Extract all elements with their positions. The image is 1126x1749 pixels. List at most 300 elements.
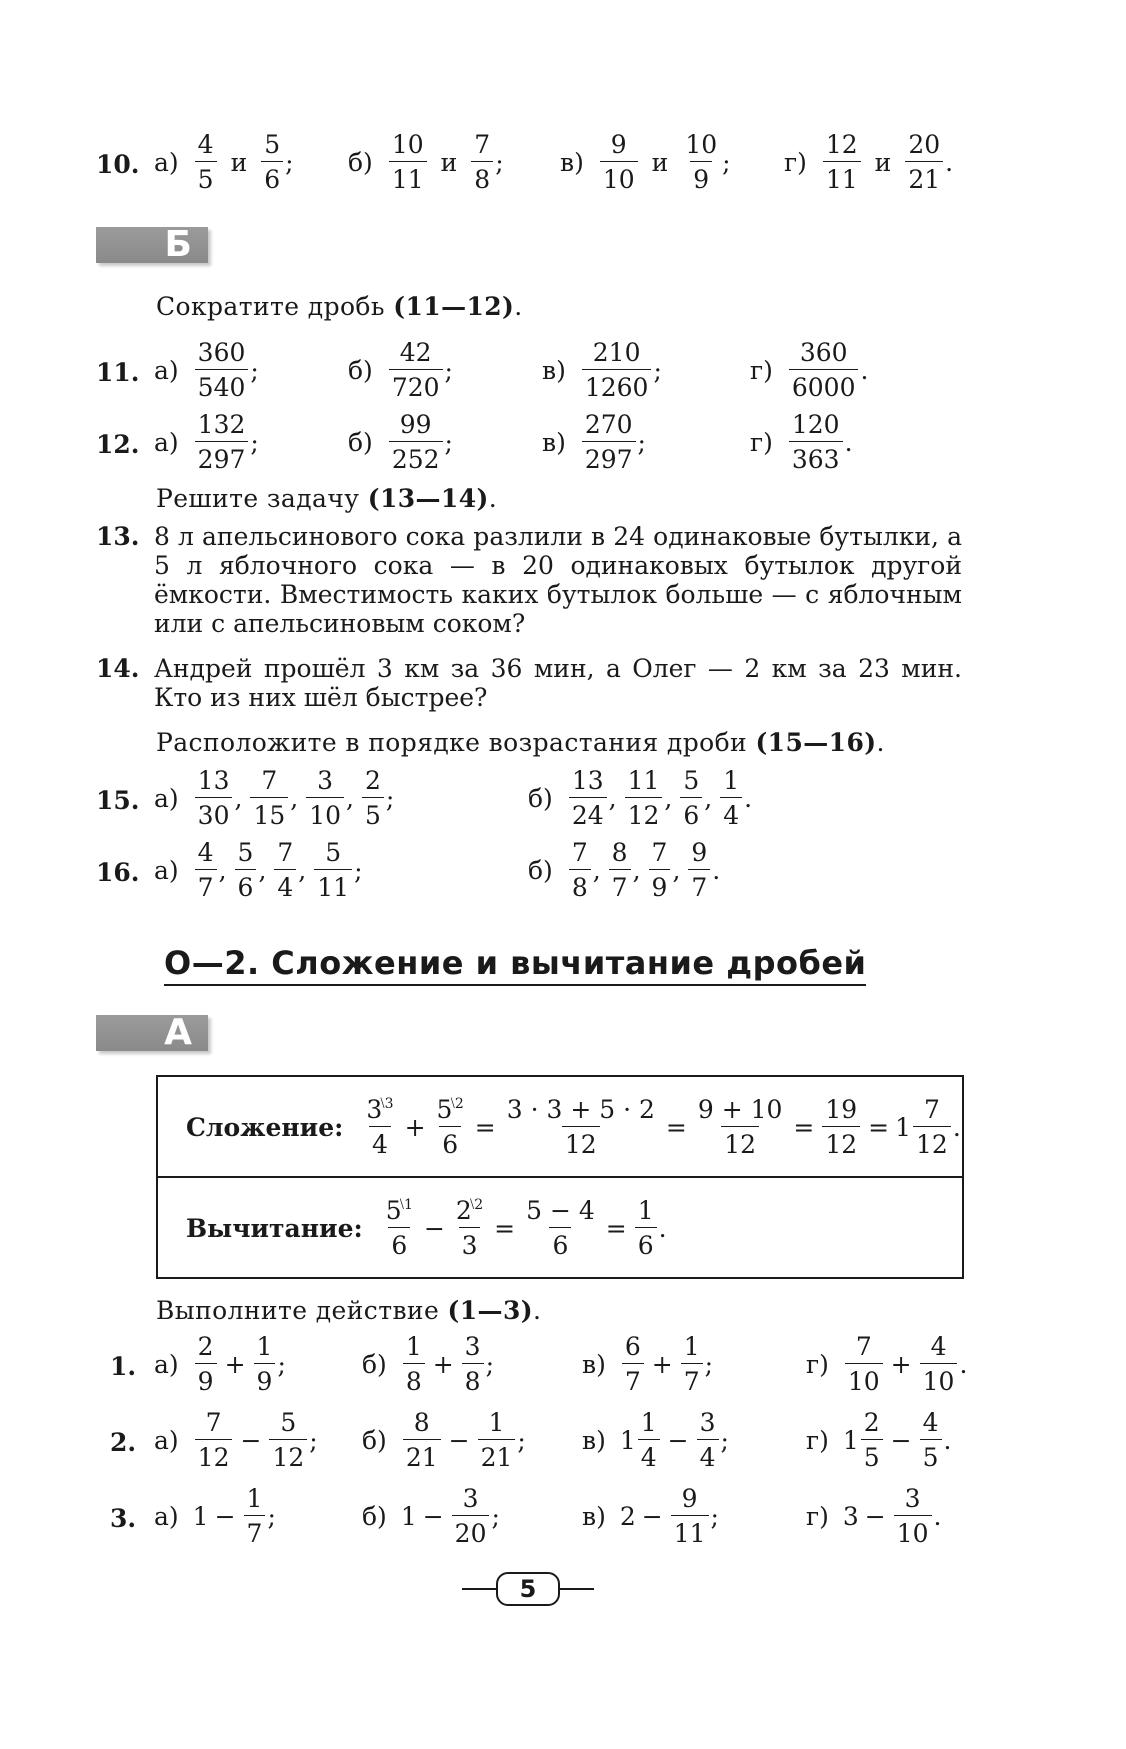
denominator: 15 [250, 797, 288, 828]
fraction [913, 1097, 951, 1157]
numerator: 5 [325, 838, 342, 867]
numerator: 5 [280, 1408, 297, 1437]
punctuation: ; [250, 355, 259, 385]
denominator: 12 [625, 797, 663, 828]
fraction [389, 132, 427, 192]
fraction [403, 1334, 425, 1394]
fraction [471, 132, 493, 192]
punctuation: ; [309, 1425, 318, 1455]
instruction [156, 728, 885, 757]
numerator: 3 · 3 + 5 · 2 [506, 1095, 655, 1124]
denominator: 21 [905, 161, 943, 192]
denominator: 4 [638, 1439, 660, 1470]
denominator: 297 [195, 441, 249, 472]
exercise-item [750, 340, 868, 400]
numerator: $2^{⧵2}$ [455, 1196, 484, 1225]
item-label: г) [806, 1425, 829, 1455]
fraction [582, 412, 636, 472]
exercise-item [806, 1410, 951, 1470]
punctuation: ; [354, 855, 363, 885]
item-label: в) [582, 1501, 606, 1531]
punctuation: . [532, 1296, 542, 1325]
whole-number: 1 [842, 1425, 859, 1455]
fraction [680, 768, 702, 828]
item-label: г) [806, 1501, 829, 1531]
fraction [195, 340, 249, 400]
fraction [254, 1334, 276, 1394]
fraction [569, 840, 591, 900]
numerator: 8 [413, 1408, 430, 1437]
fraction [845, 1334, 883, 1394]
fraction [195, 768, 233, 828]
denominator: 12 [913, 1126, 951, 1157]
instruction [156, 1296, 541, 1325]
numerator: 13 [197, 766, 230, 795]
item-label: а) [154, 855, 179, 885]
operator: + [404, 1112, 426, 1142]
rule-divider [158, 1176, 962, 1178]
punctuation: . [658, 1213, 667, 1243]
numerator: 132 [197, 410, 246, 439]
whole-number: 3 [842, 1501, 859, 1531]
fraction [504, 1097, 658, 1157]
comma: , [290, 783, 299, 813]
exercise-item [806, 1486, 941, 1546]
operator: − [422, 1501, 444, 1531]
denominator: 4 [720, 797, 742, 828]
exercise-item [582, 1410, 729, 1470]
numerator: 2 [364, 766, 381, 795]
exercise-item [362, 1486, 500, 1546]
numerator: 4 [197, 130, 214, 159]
exercise-number: 11. [96, 358, 140, 387]
numerator: 1 [683, 1332, 700, 1361]
operator: = [793, 1112, 815, 1142]
numerator: $5^{⧵2}$ [436, 1095, 464, 1124]
exercise-number: 10. [96, 150, 140, 179]
instruction [156, 484, 497, 513]
fraction [682, 132, 720, 192]
operator: − [214, 1501, 236, 1531]
denominator: 8 [569, 869, 591, 900]
exercise-item [362, 1410, 526, 1470]
conjunction: и [874, 147, 892, 177]
fraction [671, 1486, 709, 1546]
problem-text: 8 л апельсинового сока разлили в 24 одинаковые бутылки, а 5 л яблочного сока — в 20 одинаковых бутылок другой ёмкости. Вместимость каких бутылок больше — с яблочным или с апельсиновым соком? [154, 522, 962, 638]
instruction-text: Сократите дробь [156, 292, 394, 321]
operator: − [240, 1425, 262, 1455]
item-label: б) [362, 1349, 387, 1379]
numerator: 9 [691, 838, 708, 867]
exercise-item [750, 412, 853, 472]
fraction [452, 1486, 490, 1546]
punctuation: . [959, 1349, 968, 1379]
fraction [905, 132, 943, 192]
item-label: г) [806, 1349, 829, 1379]
numerator: $5^{⧵1}$ [385, 1196, 413, 1225]
fraction [195, 132, 217, 192]
fraction [625, 768, 663, 828]
fraction [681, 1334, 703, 1394]
denominator: 252 [389, 441, 443, 472]
denominator: 11 [314, 869, 352, 900]
punctuation: . [876, 728, 885, 757]
addition-label: Сложение: [186, 1112, 344, 1142]
denominator: 7 [622, 1363, 644, 1394]
fraction [462, 1334, 484, 1394]
denominator: 10 [894, 1515, 932, 1546]
numerator: 1 [256, 1332, 273, 1361]
fraction [688, 840, 710, 900]
denominator: 11 [671, 1515, 709, 1546]
factor-mark: ⧵2 [469, 1197, 484, 1213]
fraction [261, 132, 283, 192]
denominator: 11 [823, 161, 861, 192]
denominator: 4 [369, 1126, 391, 1157]
punctuation: . [945, 147, 954, 177]
operator: = [474, 1112, 496, 1142]
numerator: 6 [624, 1332, 641, 1361]
fraction [638, 1410, 660, 1470]
numerator: 1 [246, 1484, 263, 1513]
exercise-item [560, 132, 731, 192]
punctuation: . [488, 484, 498, 513]
fraction [582, 340, 652, 400]
denominator: 5 [362, 797, 384, 828]
exercise-item [154, 1410, 318, 1470]
comma: , [258, 855, 267, 885]
denominator: 24 [569, 797, 607, 828]
numerator: 1 [488, 1408, 505, 1437]
fraction [695, 1097, 786, 1157]
item-label: б) [528, 783, 553, 813]
denominator: 6 [261, 161, 283, 192]
fraction [894, 1486, 932, 1546]
numerator: 360 [799, 338, 848, 367]
conjunction: и [440, 147, 458, 177]
punctuation: . [844, 427, 853, 457]
denominator: 6 [680, 797, 702, 828]
denominator: 9 [690, 161, 712, 192]
numerator: 1 [637, 1196, 654, 1225]
subtraction-label: Вычитание: [186, 1213, 363, 1243]
numerator: 7 [474, 130, 491, 159]
denominator: 11 [389, 161, 427, 192]
punctuation: . [860, 355, 869, 385]
item-label: б) [348, 427, 373, 457]
numerator: 1 [405, 1332, 422, 1361]
fraction [269, 1410, 307, 1470]
operator: = [665, 1112, 687, 1142]
exercise-item [154, 1486, 276, 1546]
numerator: 13 [571, 766, 604, 795]
denominator: 6 [235, 869, 257, 900]
operator: = [494, 1213, 516, 1243]
denominator: 20 [452, 1515, 490, 1546]
numerator: 7 [205, 1408, 222, 1437]
fraction [649, 840, 671, 900]
numerator: 7 [261, 766, 278, 795]
fraction [822, 1097, 860, 1157]
numerator: 11 [627, 766, 660, 795]
punctuation: ; [710, 1501, 719, 1531]
punctuation: ; [722, 147, 731, 177]
denominator: 30 [195, 797, 233, 828]
subtraction-row [158, 1185, 962, 1271]
numerator: 120 [791, 410, 840, 439]
item-label: г) [750, 427, 773, 457]
operator: = [605, 1213, 627, 1243]
numerator: 3 [464, 1332, 481, 1361]
denominator: 21 [403, 1439, 441, 1470]
fraction [195, 412, 249, 472]
denominator: 4 [697, 1439, 719, 1470]
item-label: б) [362, 1501, 387, 1531]
operator: − [667, 1425, 689, 1455]
conjunction: и [651, 147, 669, 177]
numerator: 7 [855, 1332, 872, 1361]
comma: , [672, 855, 681, 885]
fraction [389, 412, 443, 472]
numerator: $3^{⧵3}$ [366, 1095, 394, 1124]
operator: = [868, 1112, 890, 1142]
operator: − [641, 1501, 663, 1531]
exercise-number: 1. [110, 1352, 137, 1381]
fraction [195, 1410, 233, 1470]
denominator: 6 [388, 1227, 410, 1258]
punctuation: ; [704, 1349, 714, 1379]
exercise-range: (13—14) [367, 484, 489, 513]
punctuation: ; [444, 427, 453, 457]
section-b-badge: Б [96, 227, 208, 263]
denominator: 6 [439, 1126, 461, 1157]
punctuation: ; [653, 355, 662, 385]
item-label: а) [154, 355, 179, 385]
numerator: 7 [571, 838, 588, 867]
numerator: 1 [723, 766, 740, 795]
factor-mark: ⧵1 [399, 1197, 413, 1213]
section-a-badge: А [96, 1015, 208, 1051]
numerator: 3 [904, 1484, 921, 1513]
page-number-rule-right [560, 1588, 594, 1590]
numerator: 5 − 4 [526, 1196, 595, 1225]
instruction [156, 292, 523, 321]
exercise-number: 14. [96, 654, 140, 683]
item-label: в) [560, 147, 584, 177]
fraction [434, 1097, 467, 1157]
denominator: 8 [471, 161, 493, 192]
numerator: 19 [825, 1095, 858, 1124]
exercise-number: 15. [96, 786, 140, 815]
conjunction: и [230, 147, 248, 177]
problem-text: Андрей прошёл 3 км за 36 мин, а Олег — 2 км за 23 мин. Кто из них шёл быстрее? [154, 654, 962, 712]
exercise-item [154, 840, 363, 900]
operator: − [423, 1213, 445, 1243]
numerator: 270 [584, 410, 633, 439]
comma: , [298, 855, 307, 885]
exercise-item [542, 340, 662, 400]
exercise-number: 3. [110, 1504, 137, 1533]
item-label: г) [784, 147, 807, 177]
whole-number: 1 [619, 1425, 636, 1455]
fraction [569, 768, 607, 828]
fraction [789, 412, 843, 472]
item-label: а) [154, 1349, 179, 1379]
denominator: 6 [549, 1227, 571, 1258]
exercise-item [154, 1334, 286, 1394]
numerator: 42 [399, 338, 432, 367]
item-label: б) [362, 1425, 387, 1455]
denominator: 10 [600, 161, 638, 192]
punctuation: ; [250, 427, 259, 457]
instruction-text: Расположите в порядке возрастания дроби [156, 728, 756, 757]
denominator: 9 [254, 1363, 276, 1394]
fraction [244, 1486, 266, 1546]
exercise-item [528, 840, 720, 900]
numerator: 3 [317, 766, 334, 795]
item-label: б) [528, 855, 553, 885]
exercise-item [154, 768, 394, 828]
denominator: 4 [274, 869, 296, 900]
factor-mark: ⧵2 [450, 1096, 464, 1112]
punctuation: ; [285, 147, 294, 177]
comma: , [632, 855, 641, 885]
item-label: г) [750, 355, 773, 385]
operator: + [890, 1349, 912, 1379]
item-label: в) [582, 1425, 606, 1455]
fraction [720, 768, 742, 828]
exercise-item [784, 132, 953, 192]
item-label: б) [348, 355, 373, 385]
denominator: 12 [269, 1439, 307, 1470]
exercise-item [542, 412, 646, 472]
numerator: 4 [922, 1408, 939, 1437]
numerator: 2 [863, 1408, 880, 1437]
fraction [600, 132, 638, 192]
comma: , [704, 783, 713, 813]
whole-number: 1 [400, 1501, 417, 1531]
denominator: 9 [649, 869, 671, 900]
exercise-number: 13. [96, 522, 140, 551]
whole-part: 1 [895, 1112, 912, 1142]
instruction-text: Выполните действие [156, 1296, 448, 1325]
fraction [195, 840, 217, 900]
item-label: а) [154, 1425, 179, 1455]
denominator: 10 [920, 1363, 958, 1394]
comma: , [346, 783, 354, 813]
operator: + [224, 1349, 246, 1379]
comma: , [234, 783, 243, 813]
operator: − [864, 1501, 886, 1531]
item-label: в) [542, 427, 566, 457]
denominator: 3 [459, 1227, 481, 1258]
numerator: 5 [683, 766, 700, 795]
exercise-range: (1—3) [447, 1296, 533, 1325]
numerator: 99 [399, 410, 432, 439]
denominator: 540 [195, 369, 249, 400]
factor-mark: ⧵3 [380, 1096, 394, 1112]
item-label: а) [154, 427, 179, 457]
fraction [861, 1410, 883, 1470]
page-number: 5 [496, 1572, 560, 1606]
numerator: 7 [651, 838, 668, 867]
punctuation: ; [267, 1501, 276, 1531]
denominator: 1260 [582, 369, 652, 400]
punctuation: . [943, 1425, 952, 1455]
fraction [362, 768, 384, 828]
fraction [306, 768, 344, 828]
denominator: 6000 [789, 369, 859, 400]
item-label: а) [154, 783, 179, 813]
punctuation: . [514, 292, 523, 321]
fraction [635, 1198, 657, 1258]
exercise-range: (11—12) [393, 292, 515, 321]
operator: − [448, 1425, 470, 1455]
exercise-item [348, 412, 453, 472]
item-label: а) [154, 1501, 179, 1531]
operator: − [890, 1425, 912, 1455]
denominator: 12 [822, 1126, 860, 1157]
exercise-item [348, 340, 453, 400]
punctuation: . [933, 1501, 942, 1531]
denominator: 7 [609, 869, 631, 900]
denominator: 10 [306, 797, 344, 828]
exercise-item [582, 1334, 713, 1394]
exercise-number: 2. [110, 1428, 137, 1457]
denominator: 8 [462, 1363, 484, 1394]
numerator: 4 [930, 1332, 947, 1361]
numerator: 3 [699, 1408, 716, 1437]
addition-row [158, 1087, 962, 1167]
exercise-item [154, 412, 259, 472]
fraction [523, 1198, 598, 1258]
item-label: а) [154, 147, 179, 177]
denominator: 9 [195, 1363, 217, 1394]
numerator: 7 [277, 838, 294, 867]
punctuation: ; [495, 147, 504, 177]
comma: , [608, 783, 617, 813]
exercise-number: 16. [96, 858, 140, 887]
numerator: 12 [825, 130, 858, 159]
fraction [235, 840, 257, 900]
numerator: 10 [391, 130, 424, 159]
punctuation: ; [637, 427, 646, 457]
punctuation: ; [485, 1349, 495, 1379]
numerator: 5 [237, 838, 254, 867]
punctuation: . [712, 855, 721, 885]
exercise-item [362, 1334, 494, 1394]
denominator: 720 [389, 369, 443, 400]
comma: , [592, 855, 601, 885]
denominator: 8 [403, 1363, 425, 1394]
denominator: 5 [195, 161, 217, 192]
instruction-text: Решите задачу [156, 484, 368, 513]
fraction [383, 1198, 416, 1258]
punctuation: ; [720, 1425, 729, 1455]
denominator: 6 [635, 1227, 657, 1258]
numerator: 20 [908, 130, 941, 159]
punctuation: ; [491, 1501, 500, 1531]
numerator: 5 [264, 130, 281, 159]
fraction [274, 840, 296, 900]
punctuation: ; [517, 1425, 526, 1455]
whole-number: 2 [619, 1501, 636, 1531]
numerator: 4 [197, 838, 214, 867]
denominator: 363 [789, 441, 843, 472]
numerator: 210 [592, 338, 641, 367]
section-heading: О—2. Сложение и вычитание дробей [164, 944, 866, 986]
denominator: 12 [562, 1126, 600, 1157]
